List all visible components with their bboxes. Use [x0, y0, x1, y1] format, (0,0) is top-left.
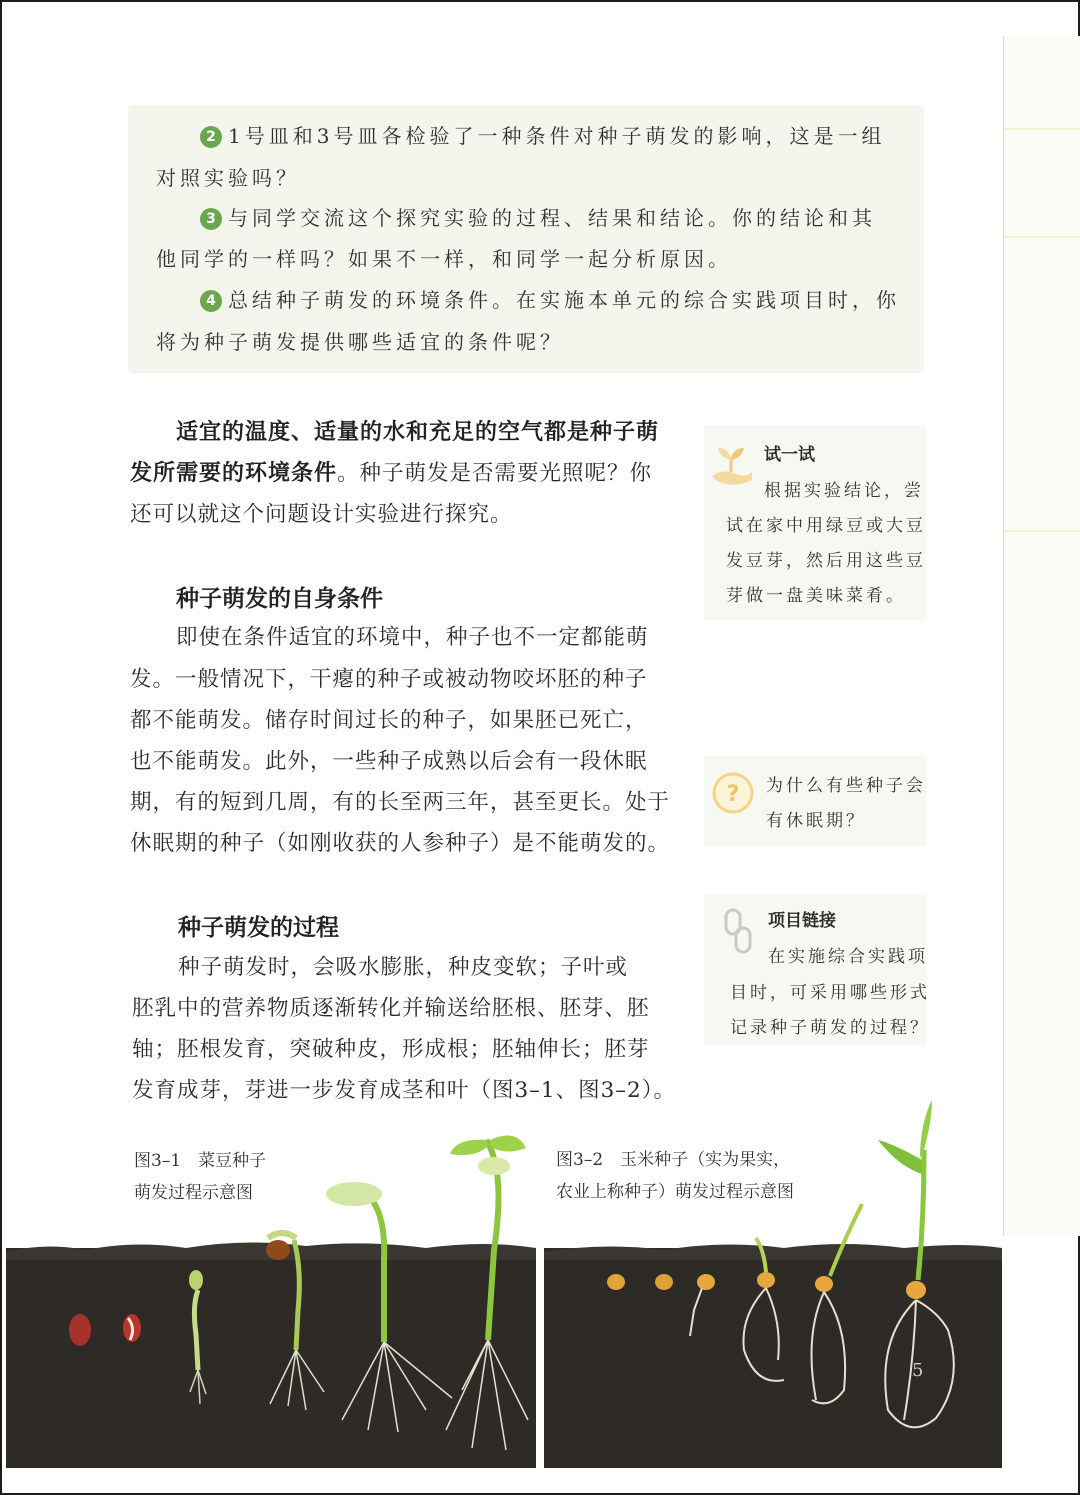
figure-bean-germination [6, 1130, 536, 1468]
intro-line-3: 还可以就这个问题设计实验进行探究。 [130, 502, 513, 527]
section1-line-5: 期，有的短到几周，有的长至两三年，甚至更长。处于 [130, 790, 671, 815]
section-heading-self-conditions: 种子萌发的自身条件 [176, 586, 383, 612]
sidebar-try-line-2: 试在家中用绿豆或大豆 [726, 516, 926, 536]
section1-line-6: 休眠期的种子（如刚收获的人参种子）是不能萌发的。 [130, 831, 671, 856]
section2-line-3: 轴；胚根发育，突破种皮，形成根；胚轴伸长；胚芽 [132, 1037, 650, 1062]
question-2-line-1: 2 1号皿和3号皿各检验了一种条件对种子萌发的影响，这是一组 [200, 120, 885, 149]
figure-3-2-caption-line-2: 农业上称种子）萌发过程示意图 [556, 1182, 794, 1202]
chain-link-icon [722, 908, 754, 956]
sidebar-try-line-4: 芽做一盘美味菜肴。 [726, 586, 906, 606]
section1-line-2: 发。一般情况下，干瘪的种子或被动物咬坏胚的种子 [130, 667, 648, 692]
question-4-line-1: 4 总结种子萌发的环境条件。在实施本单元的综合实践项目时，你 [200, 284, 900, 313]
sidebar-link-line-1: 在实施综合实践项 [768, 947, 928, 967]
number-badge-2: 2 [200, 126, 222, 148]
intro-bold-line-2: 发所需要的环境条件 [130, 461, 338, 486]
sprout-hand-icon [706, 440, 756, 490]
section-heading-germination-process: 种子萌发的过程 [178, 915, 339, 941]
section2-line-2: 胚乳中的营养物质逐渐转化并输送给胚根、胚芽、胚 [132, 996, 650, 1021]
page-number: 5 [912, 1360, 924, 1381]
section1-line-4: 也不能萌发。此外，一些种子成熟以后会有一段休眠 [130, 749, 648, 774]
sidebar-try-title: 试一试 [764, 445, 815, 465]
sidebar-question-line-1: 为什么有些种子会 [766, 776, 926, 796]
number-badge-4: 4 [200, 290, 222, 312]
figure-corn-germination [544, 1100, 1002, 1468]
sidebar-question-line-2: 有休眠期？ [766, 811, 866, 831]
number-badge-3: 3 [200, 208, 222, 230]
sidebar-link-title: 项目链接 [768, 911, 836, 931]
page-edge-strip [1003, 36, 1080, 1236]
question-4-line-2: 将为种子萌发提供哪些适宜的条件呢？ [156, 330, 564, 354]
figure-3-2-caption-line-1: 图3–2 玉米种子（实为果实， [556, 1150, 791, 1170]
intro-line-2: 发所需要的环境条件。种子萌发是否需要光照呢？你 [130, 461, 653, 486]
question-3-line-2: 他同学的一样吗？如果不一样，和同学一起分析原因。 [156, 247, 732, 271]
intro-bold-line-1: 适宜的温度、适量的水和充足的空气都是种子萌 [176, 420, 660, 445]
figure-3-1-caption-line-1: 图3–1 菜豆种子 [134, 1151, 267, 1171]
section1-line-3: 都不能萌发。储存时间过长的种子，如果胚已死亡， [130, 708, 648, 733]
figure-3-1-caption-line-2: 萌发过程示意图 [134, 1183, 253, 1203]
sidebar-link-line-2: 目时，可采用哪些形式 [730, 983, 930, 1003]
section1-line-1: 即使在条件适宜的环境中，种子也不一定都能萌 [176, 625, 649, 650]
section2-line-1: 种子萌发时，会吸水膨胀，种皮变软；子叶或 [178, 955, 629, 980]
question-2-line-2: 对照实验吗？ [156, 166, 300, 190]
svg-text:?: ? [726, 782, 740, 807]
question-3-line-1: 3 与同学交流这个探究实验的过程、结果和结论。你的结论和其 [200, 202, 876, 231]
section2-line-4: 发育成芽，芽进一步发育成茎和叶（图3–1、图3–2）。 [132, 1078, 676, 1103]
sidebar-try-line-3: 发豆芽，然后用这些豆 [726, 551, 926, 571]
question-mark-icon [710, 770, 756, 816]
sidebar-try-line-1: 根据实验结论，尝 [764, 481, 924, 501]
sidebar-link-line-3: 记录种子萌发的过程？ [730, 1018, 930, 1038]
